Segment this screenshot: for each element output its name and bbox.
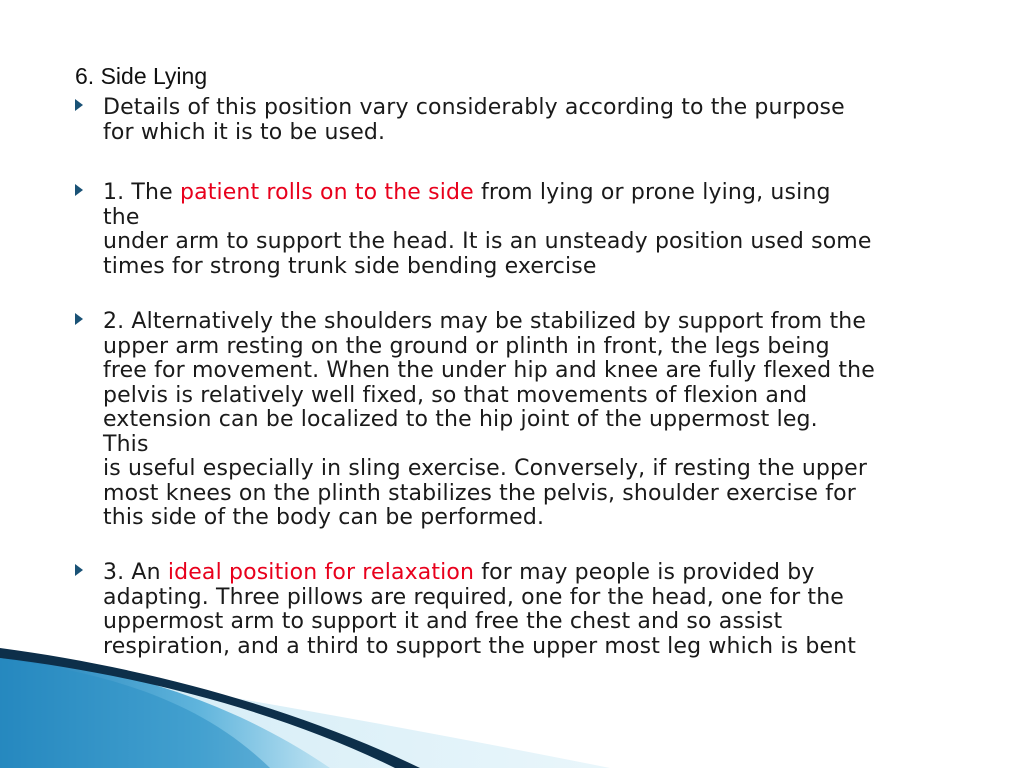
paragraph <box>103 310 975 531</box>
text-line: This <box>103 431 149 457</box>
slide-title: 6. Side Lying <box>75 63 208 89</box>
text-line: uppermost arm to support it and free the chest and so assist <box>103 609 783 634</box>
text-line: pelvis is relatively well fixed, so that movements of flexion and <box>103 382 808 408</box>
bullet-arrow-icon <box>75 313 83 325</box>
paragraph <box>103 561 975 659</box>
text-line: respiration, and a third to support the upper most leg which is bent <box>103 633 857 659</box>
text-segment: 1. The <box>103 180 180 205</box>
paragraph <box>103 96 975 145</box>
text-line <box>103 181 975 206</box>
text-line: the <box>103 204 140 230</box>
text-line: upper arm resting on the ground or plinth in front, the legs being <box>103 333 830 359</box>
text-line: for which it is to be used. <box>103 119 386 145</box>
bullet-arrow-icon <box>75 184 83 196</box>
text-line: extension can be localized to the hip joint of the uppermost leg. <box>103 407 818 432</box>
bullet-arrow-icon <box>75 99 83 111</box>
text-line: this side of the body can be performed. <box>103 505 545 530</box>
text-line: free for movement. When the under hip and knee are fully flexed the <box>103 358 875 383</box>
text-line: Details of this position vary considerably according to the purpose <box>103 95 845 120</box>
text-line: most knees on the plinth stabilizes the pelvis, shoulder exercise for <box>103 480 856 506</box>
text-line <box>103 561 975 586</box>
bullet-arrow-icon <box>75 564 83 576</box>
highlighted-text: patient rolls on to the side <box>179 180 474 205</box>
text-segment: 3. An <box>103 560 168 585</box>
paragraph <box>103 181 975 279</box>
text-line: 2. Alternatively the shoulders may be stabilized by support from the <box>103 309 867 334</box>
text-line: times for strong trunk side bending exercise <box>103 253 597 279</box>
text-line: is useful especially in sling exercise. Conversely, if resting the upper <box>103 456 868 481</box>
text-line: adapting. Three pillows are required, one for the head, one for the <box>103 584 844 610</box>
highlighted-text: ideal position for relaxation <box>167 560 475 585</box>
text-segment: for may people is provided by <box>474 560 815 585</box>
text-line: under arm to support the head. It is an unsteady position used some <box>103 229 872 254</box>
text-segment: from lying or prone lying, using <box>473 180 831 205</box>
